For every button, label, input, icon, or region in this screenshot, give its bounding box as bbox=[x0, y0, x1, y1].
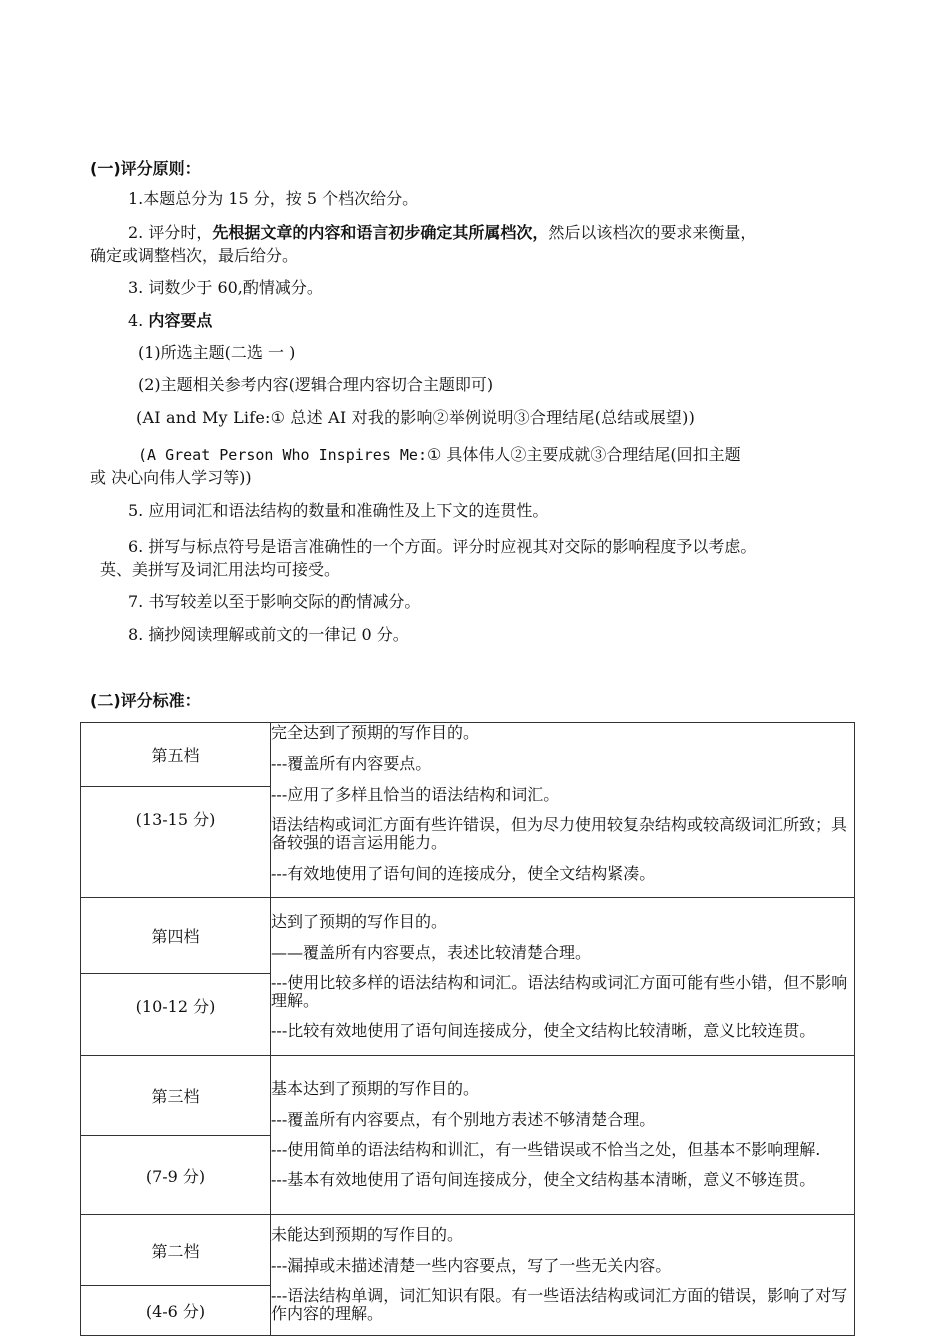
level-name: 第五档 bbox=[81, 723, 271, 787]
rule-item-8: 8. 摘抄阅读理解或前文的一律记 0 分。 bbox=[128, 625, 409, 644]
rule-item-2-continuation: 确定或调整档次，最后给分。 bbox=[90, 246, 299, 265]
rule-item-5: 5. 应用词汇和语法结构的数量和准确性及上下文的连贯性。 bbox=[128, 501, 549, 520]
level-description bbox=[271, 723, 855, 898]
rule-item-4-number: 4. bbox=[128, 311, 149, 330]
level-row bbox=[81, 1056, 855, 1136]
description-line: ---漏掉或未描述清楚一些内容要点，写了一些无关内容。 bbox=[271, 1256, 672, 1275]
level-name: 第三档 bbox=[81, 1056, 271, 1136]
level-row bbox=[81, 1215, 855, 1286]
level-name: 第二档 bbox=[81, 1215, 271, 1286]
level-row bbox=[81, 898, 855, 974]
level-range: (7-9 分) bbox=[81, 1136, 271, 1215]
description-line: ---覆盖所有内容要点。 bbox=[271, 754, 432, 773]
level-range: (10-12 分) bbox=[81, 974, 271, 1056]
description-line: 达到了预期的写作目的。 bbox=[271, 911, 448, 931]
description-line: ---比较有效地使用了语句间连接成分，使全文结构比较清晰，意义比较连贯。 bbox=[271, 1020, 816, 1040]
description-line: 基本达到了预期的写作目的。 bbox=[271, 1079, 480, 1098]
rule-item-6: 6. 拼写与标点符号是语言准确性的一个方面。评分时应视其对交际的影响程度予以考虑。 bbox=[128, 537, 757, 556]
rule-item-6-continuation: 英、美拼写及词汇用法均可接受。 bbox=[100, 560, 341, 579]
rule-item-2-prefix: 2. 评分时， bbox=[128, 223, 213, 242]
description-line: 语法结构或词汇方面有些许错误，但为尽力使用较复杂结构或较高级词汇所致；具备较强的语言运用能力。 bbox=[271, 815, 848, 852]
rule-item-1: 1.本题总分为 15 分，按 5 个档次给分。 bbox=[128, 189, 419, 208]
level-name: 第四档 bbox=[81, 898, 271, 974]
description-line: ---使用比较多样的语法结构和词汇。语法结构或词汇方面可能有些小错，但不影响理解。 bbox=[271, 972, 848, 1010]
description-line: ---使用简单的语法结构和训汇，有一些错误或不恰当之处，但基本不影响理解. bbox=[271, 1140, 821, 1159]
content-point-topic-person bbox=[138, 444, 741, 466]
level-description bbox=[271, 1215, 855, 1336]
topic-person-points: ① 具体伟人②主要成就③合理结尾(回扣主题 bbox=[426, 445, 741, 464]
scoring-standards-table bbox=[80, 722, 855, 1336]
level-row bbox=[81, 723, 855, 787]
description-line: 完全达到了预期的写作目的。 bbox=[271, 723, 480, 742]
description-line: ---基本有效地使用了语句间连接成分，使全文结构基本清晰，意义不够连贯。 bbox=[271, 1170, 816, 1189]
topic-person-title: (A Great Person Who Inspires Me: bbox=[138, 446, 427, 464]
level-range: (13-15 分) bbox=[81, 787, 271, 898]
level-description bbox=[271, 1056, 855, 1215]
rule-item-7: 7. 书写较差以至于影响交际的酌情减分。 bbox=[128, 592, 421, 611]
content-point-topic-ai: (AI and My Life:① 总述 AI 对我的影响②举例说明③合理结尾(总结或展望)) bbox=[136, 408, 696, 427]
description-line: 未能达到预期的写作目的。 bbox=[271, 1225, 464, 1244]
content-point-2: (2)主题相关参考内容(逻辑合理内容切合主题即可) bbox=[138, 375, 494, 394]
rule-item-2 bbox=[128, 222, 756, 244]
rule-item-3: 3. 词数少于 60,酌情减分。 bbox=[128, 278, 323, 297]
description-line: ——覆盖所有内容要点，表述比较清楚合理。 bbox=[271, 942, 592, 962]
level-range: (4-6 分) bbox=[81, 1286, 271, 1336]
content-point-1: (1)所选主题(二选 一 ) bbox=[138, 343, 296, 362]
rule-item-4-label: 内容要点 bbox=[148, 311, 213, 330]
level-description bbox=[271, 898, 855, 1056]
description-line: ---覆盖所有内容要点，有个别地方表述不够清楚合理。 bbox=[271, 1110, 656, 1129]
rule-item-2-suffix: 然后以该档次的要求来衡量， bbox=[548, 223, 757, 242]
rule-item-2-emphasis: 先根据文章的内容和语言初步确定其所属档次， bbox=[212, 223, 549, 242]
section1-heading: (一)评分原则： bbox=[90, 159, 201, 178]
section2-heading: (二)评分标准： bbox=[90, 691, 201, 710]
description-line: ---有效地使用了语句间的连接成分，使全文结构紧凑。 bbox=[271, 864, 656, 883]
description-line: ---语法结构单调，词汇知识有限。有一些语法结构或词汇方面的错误，影响了对写作内容的理解。 bbox=[271, 1286, 848, 1323]
content-point-topic-person-continuation: 或 决心向伟人学习等)) bbox=[90, 468, 252, 487]
description-line: ---应用了多样且恰当的语法结构和词汇。 bbox=[271, 785, 560, 804]
rule-item-4 bbox=[128, 310, 212, 332]
